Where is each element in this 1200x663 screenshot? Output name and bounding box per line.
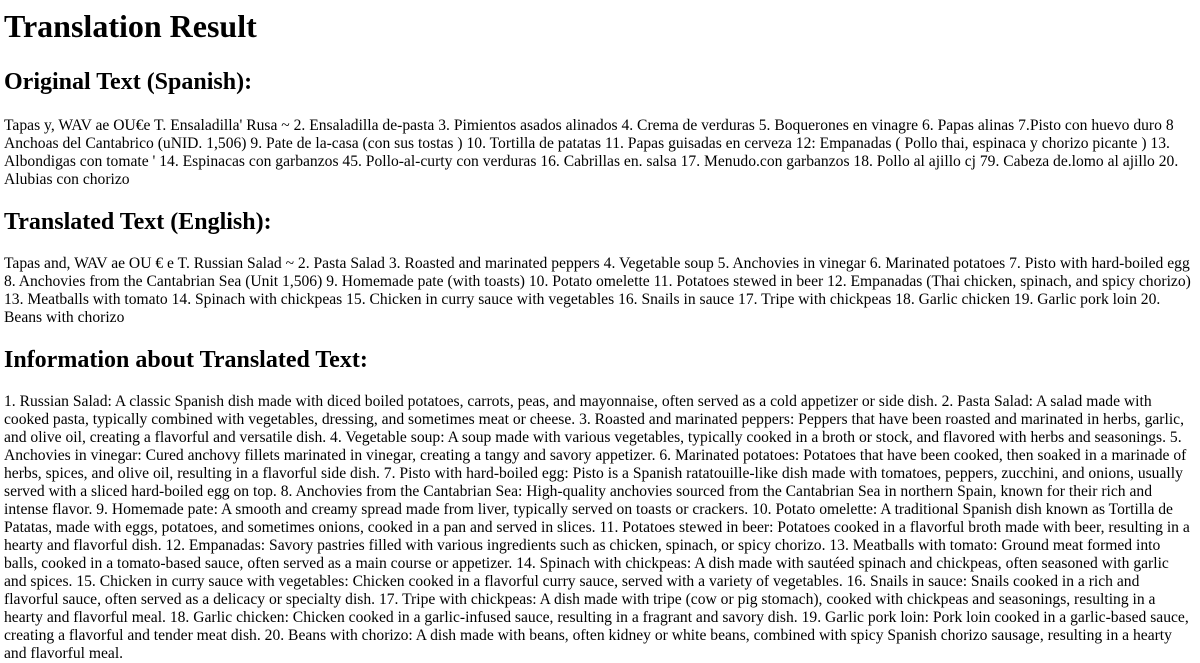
page-title: Translation Result bbox=[4, 8, 257, 44]
info-heading: Information about Translated Text: bbox=[4, 347, 368, 373]
original-text-heading: Original Text (Spanish): bbox=[4, 69, 253, 95]
translated-text-paragraph: Tapas and, WAV ae OU € e T. Russian Salad ~ 2. Pasta Salad 3. Roasted and marinated peppers 4. Vegetable soup 5. Anchovies in vinegar 6. Marinated potatoes 7. Pisto with hard-boiled egg 8. Anchovies from the Cantabrian Sea (Unit 1,506) 9. Homemade pate (with toasts) 10. Potato omelette 11. Potatoes stewed in beer 12. Empanadas (Thai chicken, spinach, and spicy chorizo) 13. Meatballs with tomato 14. Spinach with chickpeas 15. Chicken in curry sauce with vegetables 16. Snails in sauce 17. Tripe with chickpeas 18. Garlic chicken 19. Garlic pork loin 20. Beans with chorizo bbox=[4, 255, 1191, 326]
info-paragraph: 1. Russian Salad: A classic Spanish dish made with diced boiled potatoes, carrots, peas, and mayonnaise, often served as a cold appetizer or side dish. 2. Pasta Salad: A salad made with cooked pasta, typically combined with vegetables, dressing, and sometimes meat or cheese. 3. Roasted and marinated peppers: Peppers that have been roasted and marinated in herbs, garlic, and olive oil, creating a flavorful and versatile dish. 4. Vegetable soup: A soup made with various vegetables, typically cooked in a broth or stock, and flavored with herbs and seasonings. 5. Anchovies in vinegar: Cured anchovy fillets marinated in vinegar, creating a tangy and savory appetizer. 6. Marinated potatoes: Potatoes that have been cooked, then soaked in a marinade of herbs, spices, and olive oil, resulting in a flavorful side dish. 7. Pisto with hard-boiled egg: Pisto is a Spanish ratatouille-like dish made with tomatoes, peppers, zucchini, and onions, usually served with a sliced hard-boiled egg on top. 8. Anchovies from the Cantabrian Sea: High-quality anchovies sourced from the Cantabrian Sea in northern Spain, known for their rich and intense flavor. 9. Homemade pate: A smooth and creamy spread made from liver, typically served on toasts or crackers. 10. Potato omelette: A traditional Spanish dish known as Tortilla de Patatas, made with eggs, potatoes, and sometimes onions, cooked in a pan and served in slices. 11. Potatoes stewed in beer: Potatoes cooked in a flavorful broth made with beer, resulting in a hearty and flavorful dish. 12. Empanadas: Savory pastries filled with various ingredients such as chicken, spinach, or spicy chorizo. 13. Meatballs with tomato: Ground meat formed into balls, cooked in a tomato-based sauce, often served as a main course or appetizer. 14. Spinach with chickpeas: A dish made with sautéed spinach and chickpeas, often seasoned with garlic and spices. 15. Chicken in curry sauce with vegetables: Chicken cooked in a flavorful curry sauce, served with a variety of vegetables. 16. Snails in sauce: Snails cooked in a rich and flavorful sauce, often served as a delicacy or specialty dish. 17. Tripe with chickpeas: A dish made with tripe (cow or pig stomach), cooked with chickpeas and seasonings, resulting in a hearty and flavorful meal. 18. Garlic chicken: Chicken cooked in a garlic-infused sauce, resulting in a fragrant and savory dish. 19. Garlic pork loin: Pork loin cooked in a garlic-based sauce, creating a flavorful and tender meat dish. 20. Beans with chorizo: A dish made with beans, often kidney or white beans, combined with spicy Spanish chorizo sausage, resulting in a hearty and flavorful meal. bbox=[4, 393, 1190, 662]
original-text-paragraph: Tapas y, WAV ae OU€e T. Ensaladilla' Rusa ~ 2. Ensaladilla de-pasta 3. Pimientos asados alinados 4. Crema de verduras 5. Boquerones en vinagre 6. Papas alinas 7.Pisto con huevo duro 8 Anchoas del Cantabrico (uNID. 1,506) 9. Pate de la-casa (con sus tostas ) 10. Tortilla de patatas 11. Papas guisadas en cerveza 12: Empanadas ( Pollo thai, espinaca y chorizo picante ) 13. Albondigas con tomate ' 14. Espinacas con garbanzos 45. Pollo-al-curty con verduras 16. Cabrillas en. salsa 17. Menudo.con garbanzos 18. Pollo al ajillo cj 79. Cabeza de.lomo al ajillo 20. Alubias con chorizo bbox=[4, 117, 1179, 188]
translated-text-heading: Translated Text (English): bbox=[4, 209, 272, 235]
translation-result-page bbox=[0, 8, 1200, 663]
